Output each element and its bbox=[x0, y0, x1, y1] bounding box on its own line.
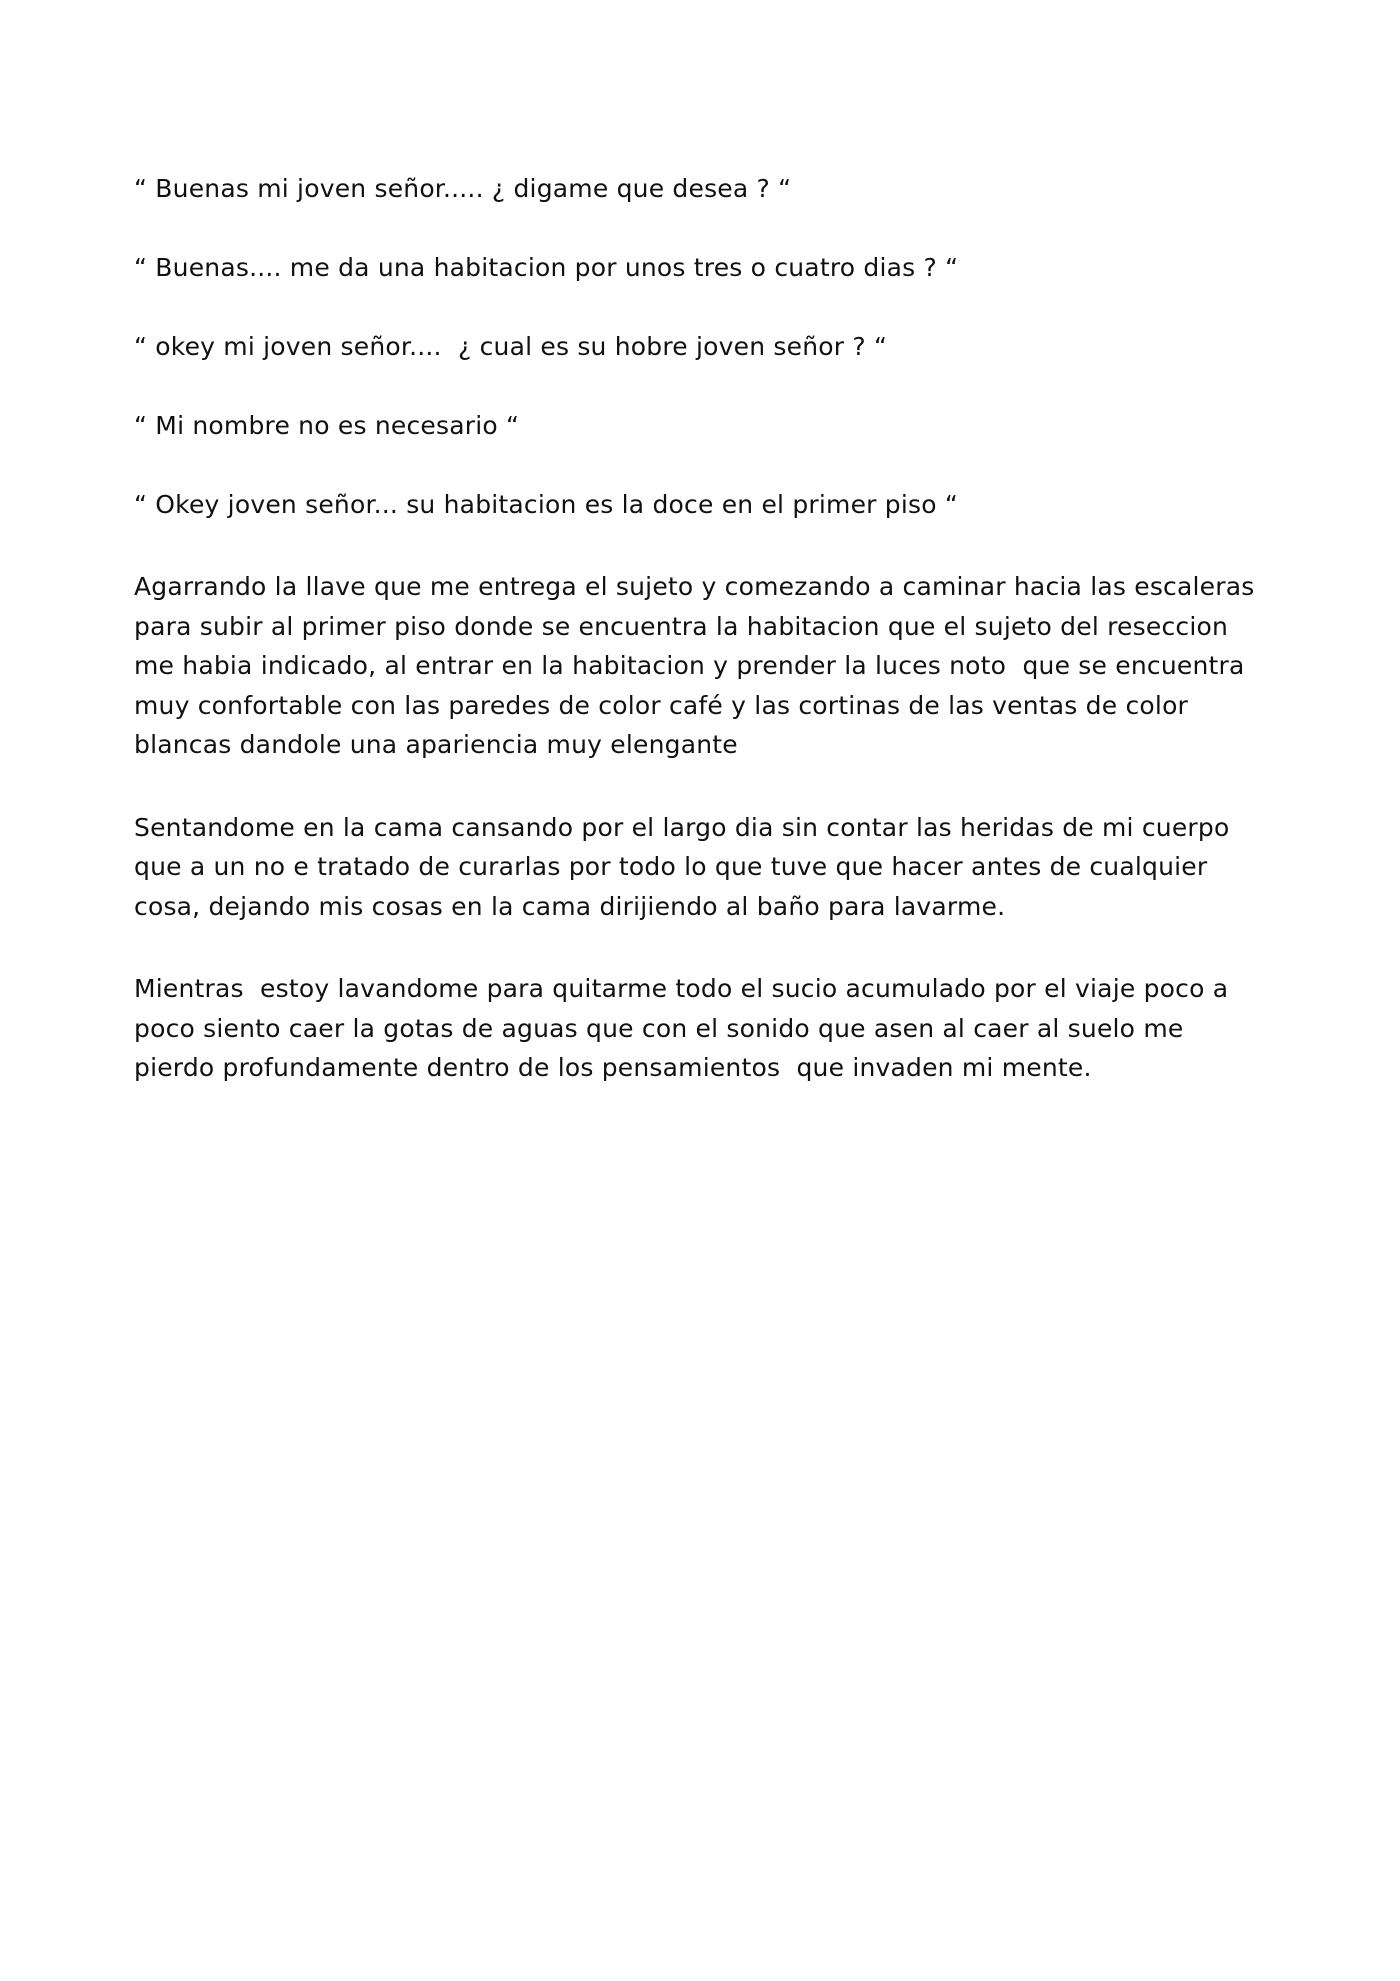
document-body bbox=[134, 172, 1284, 1131]
paragraph-line: que a un no e tratado de curarlas por todo lo que tuve que hacer antes de cualquier bbox=[134, 852, 1208, 881]
paragraph-line: me habia indicado, al entrar en la habitacion y prender la luces noto que se encuentra bbox=[134, 651, 1245, 680]
dialogue-line: “ Mi nombre no es necesario “ bbox=[134, 411, 520, 440]
paragraph-line: cosa, dejando mis cosas en la cama dirijiendo al baño para lavarme. bbox=[134, 891, 1006, 921]
paragraph-line: Agarrando la llave que me entrega el sujeto y comezando a caminar hacia las escaleras bbox=[134, 572, 1255, 601]
dialogue-line: “ Buenas.... me da una habitacion por unos tres o cuatro dias ? “ bbox=[134, 253, 959, 282]
paragraph-line: pierdo profundamente dentro de los pensamientos que invaden mi mente. bbox=[134, 1053, 1092, 1082]
paragraph-line: muy confortable con las paredes de color café y las cortinas de las ventas de color bbox=[134, 690, 1189, 720]
dialogue-line: “ Okey joven señor... su habitacion es la doce en el primer piso “ bbox=[134, 490, 959, 519]
narrative-paragraph bbox=[134, 808, 1284, 927]
paragraph-line: blancas dandole una apariencia muy elengante bbox=[134, 730, 738, 759]
dialogue-line: “ Buenas mi joven señor..... ¿ digame que desea ? “ bbox=[134, 174, 792, 203]
dialogue-line: “ okey mi joven señor.... ¿ cual es su hobre joven señor ? “ bbox=[134, 332, 888, 361]
narrative-paragraph bbox=[134, 567, 1284, 765]
paragraph-line: Sentandome en la cama cansando por el largo dia sin contar las heridas de mi cuerpo bbox=[134, 812, 1230, 842]
paragraph-line: para subir al primer piso donde se encuentra la habitacion que el sujeto del reseccion bbox=[134, 611, 1229, 641]
paragraph-line: Mientras estoy lavandome para quitarme todo el sucio acumulado por el viaje poco a bbox=[134, 974, 1229, 1003]
paragraph-line: poco siento caer la gotas de aguas que con el sonido que asen al caer al suelo me bbox=[134, 1013, 1184, 1043]
narrative-paragraph bbox=[134, 969, 1284, 1088]
